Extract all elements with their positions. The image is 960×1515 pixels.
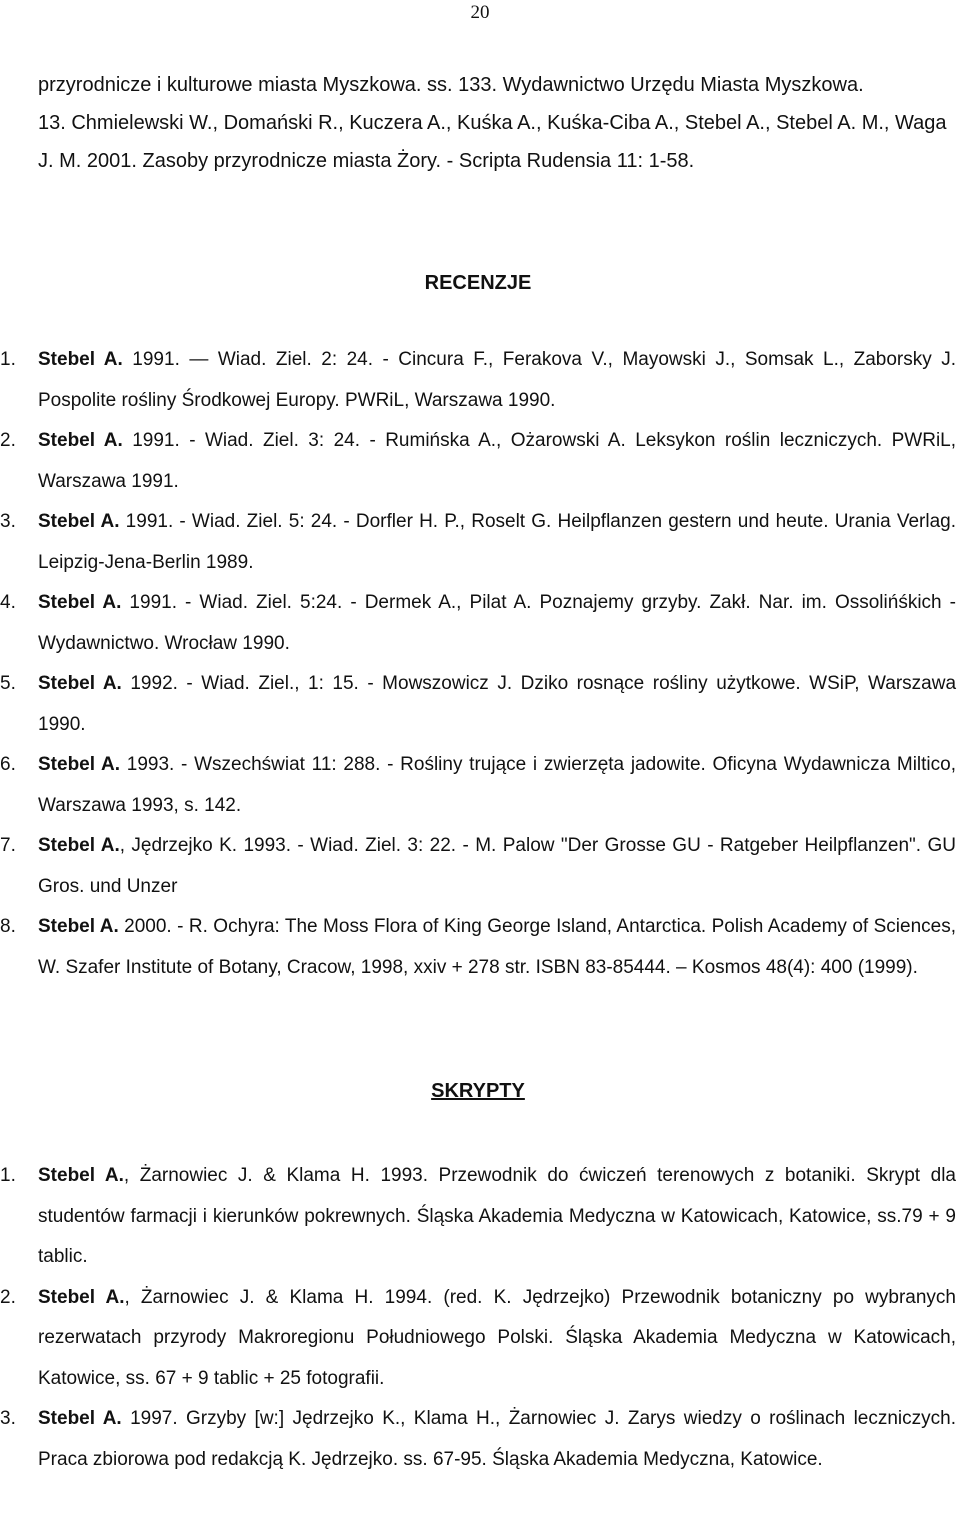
skrypty-list: [0, 1156, 960, 1480]
entry-author: Stebel A.: [38, 349, 123, 370]
entry-number: 2.: [0, 1286, 16, 1308]
entry-author: Stebel A.: [38, 673, 122, 694]
recenzje-entry: [0, 583, 960, 664]
intro-paragraph-continuation: przyrodnicze i kulturowe miasta Myszkowa. ss. 133. Wydawnictwo Urzędu Miasta Myszkowa.: [38, 74, 864, 96]
entry-author: Stebel A.: [38, 592, 122, 613]
entry-number: 5.: [0, 673, 16, 694]
recenzje-entry: [0, 502, 960, 583]
section-heading-recenzje: RECENZJE: [424, 272, 532, 294]
entry-number: 1.: [0, 349, 16, 370]
entry-author: Stebel A.: [38, 430, 123, 451]
entry-text: , Jędrzejko K. 1993. - Wiad. Ziel. 3: 22. - M. Palow "Der Grosse GU - Ratgeber Heilpflanzen". GU Gros. und Unzer: [38, 835, 956, 897]
entry-text: , Żarnowiec J. & Klama H. 1994. (red. K. Jędrzejko) Przewodnik botaniczny po wybranych rezerwatach przyrody Makroregionu Południowego Polski. Śląska Akademia Medyczna w Katowicach, Katowice, ss. 67 + 9 tablic + 25 fotografii.: [38, 1286, 957, 1389]
entry-text: 1991. - Wiad. Ziel. 5: 24. - Dorfler H. P., Roselt G. Heilpflanzen gestern und heute. Urania Verlag. Leipzig-Jena-Berlin 1989.: [38, 511, 956, 573]
entry-text: 1991. - Wiad. Ziel. 3: 24. - Rumińska A., Ożarowski A. Leksykon roślin leczniczych. PWRiL, Warszawa 1991.: [38, 430, 957, 492]
entry-number: 1.: [0, 1165, 16, 1186]
entry-text: 1991. - Wiad. Ziel. 5:24. - Dermek A., Pilat A. Poznajemy grzyby. Zakł. Nar. im. Ossolińśkich - Wydawnictwo. Wrocław 1990.: [38, 592, 956, 654]
entry-text: 1992. - Wiad. Ziel., 1: 15. - Mowszowicz J. Dziko rosnące rośliny użytkowe. WSiP, Warszawa 1990.: [38, 673, 957, 735]
recenzje-entry: [0, 907, 960, 988]
entry-author: Stebel A.: [38, 835, 120, 856]
entry-number: 3.: [0, 1408, 16, 1429]
entry-author: Stebel A.: [38, 754, 121, 775]
entry-text: 1993. - Wszechświat 11: 288. - Rośliny trujące i zwierzęta jadowite. Oficyna Wydawnicza Miltico, Warszawa 1993, s. 142.: [38, 754, 957, 816]
skrypty-entry: [0, 1156, 960, 1278]
intro-block: [38, 66, 956, 180]
entry-number: 6.: [0, 754, 16, 775]
entry-number: 7.: [0, 835, 16, 856]
recenzje-entry: [0, 745, 960, 826]
recenzje-entry: [0, 826, 960, 907]
recenzje-list: [0, 340, 960, 988]
entry-author: Stebel A.: [38, 916, 119, 937]
skrypty-entry: [0, 1399, 960, 1480]
entry-author: Stebel A.: [38, 1165, 124, 1186]
section-heading-skrypty: SKRYPTY: [431, 1080, 525, 1102]
entry-text: 1997. Grzyby [w:] Jędrzejko K., Klama H., Żarnowiec J. Zarys wiedzy o roślinach leczniczych. Praca zbiorowa pod redakcją K. Jędrzejko. ss. 67-95. Śląska Akademia Medyczna, Katowice.: [38, 1408, 957, 1470]
entry-author: Stebel A.: [38, 1408, 122, 1429]
entry-text: 2000. - R. Ochyra: The Moss Flora of King George Island, Antarctica. Polish Academy of Sciences, W. Szafer Institute of Botany, Cracow, 1998, xxiv + 278 str. ISBN 83-85444. – Kosmos 48(4): 400 (1999).: [38, 916, 956, 978]
entry-number: 4.: [0, 592, 16, 613]
recenzje-entry: [0, 664, 960, 745]
page-number: 20: [470, 2, 490, 23]
skrypty-entry: [0, 1278, 960, 1400]
entry-number: 3.: [0, 511, 16, 532]
intro-paragraph-entry-13: 13. Chmielewski W., Domański R., Kuczera A., Kuśka A., Kuśka-Ciba A., Stebel A., Stebel A. M., Waga J. M. 2001. Zasoby przyrodnicze miasta Żory. - Scripta Rudensia 11: 1-58.: [38, 112, 947, 172]
recenzje-entry: [0, 421, 960, 502]
entry-author: Stebel A.: [38, 511, 120, 532]
recenzje-entry: [0, 340, 960, 421]
entry-text: , Żarnowiec J. & Klama H. 1993. Przewodnik do ćwiczeń terenowych z botaniki. Skrypt dla studentów farmacji i kierunków pokrewnych. Śląska Akademia Medyczna w Katowicach, Katowice, ss.79 + 9 tablic.: [38, 1165, 956, 1267]
entry-number: 2.: [0, 430, 16, 451]
entry-number: 8.: [0, 916, 16, 937]
entry-text: 1991. — Wiad. Ziel. 2: 24. - Cincura F., Ferakova V., Mayowski J., Somsak L., Zaborsky J. Pospolite rośliny Środkowej Europy. PWRiL, Warszawa 1990.: [38, 349, 957, 411]
entry-author: Stebel A.: [38, 1286, 125, 1308]
